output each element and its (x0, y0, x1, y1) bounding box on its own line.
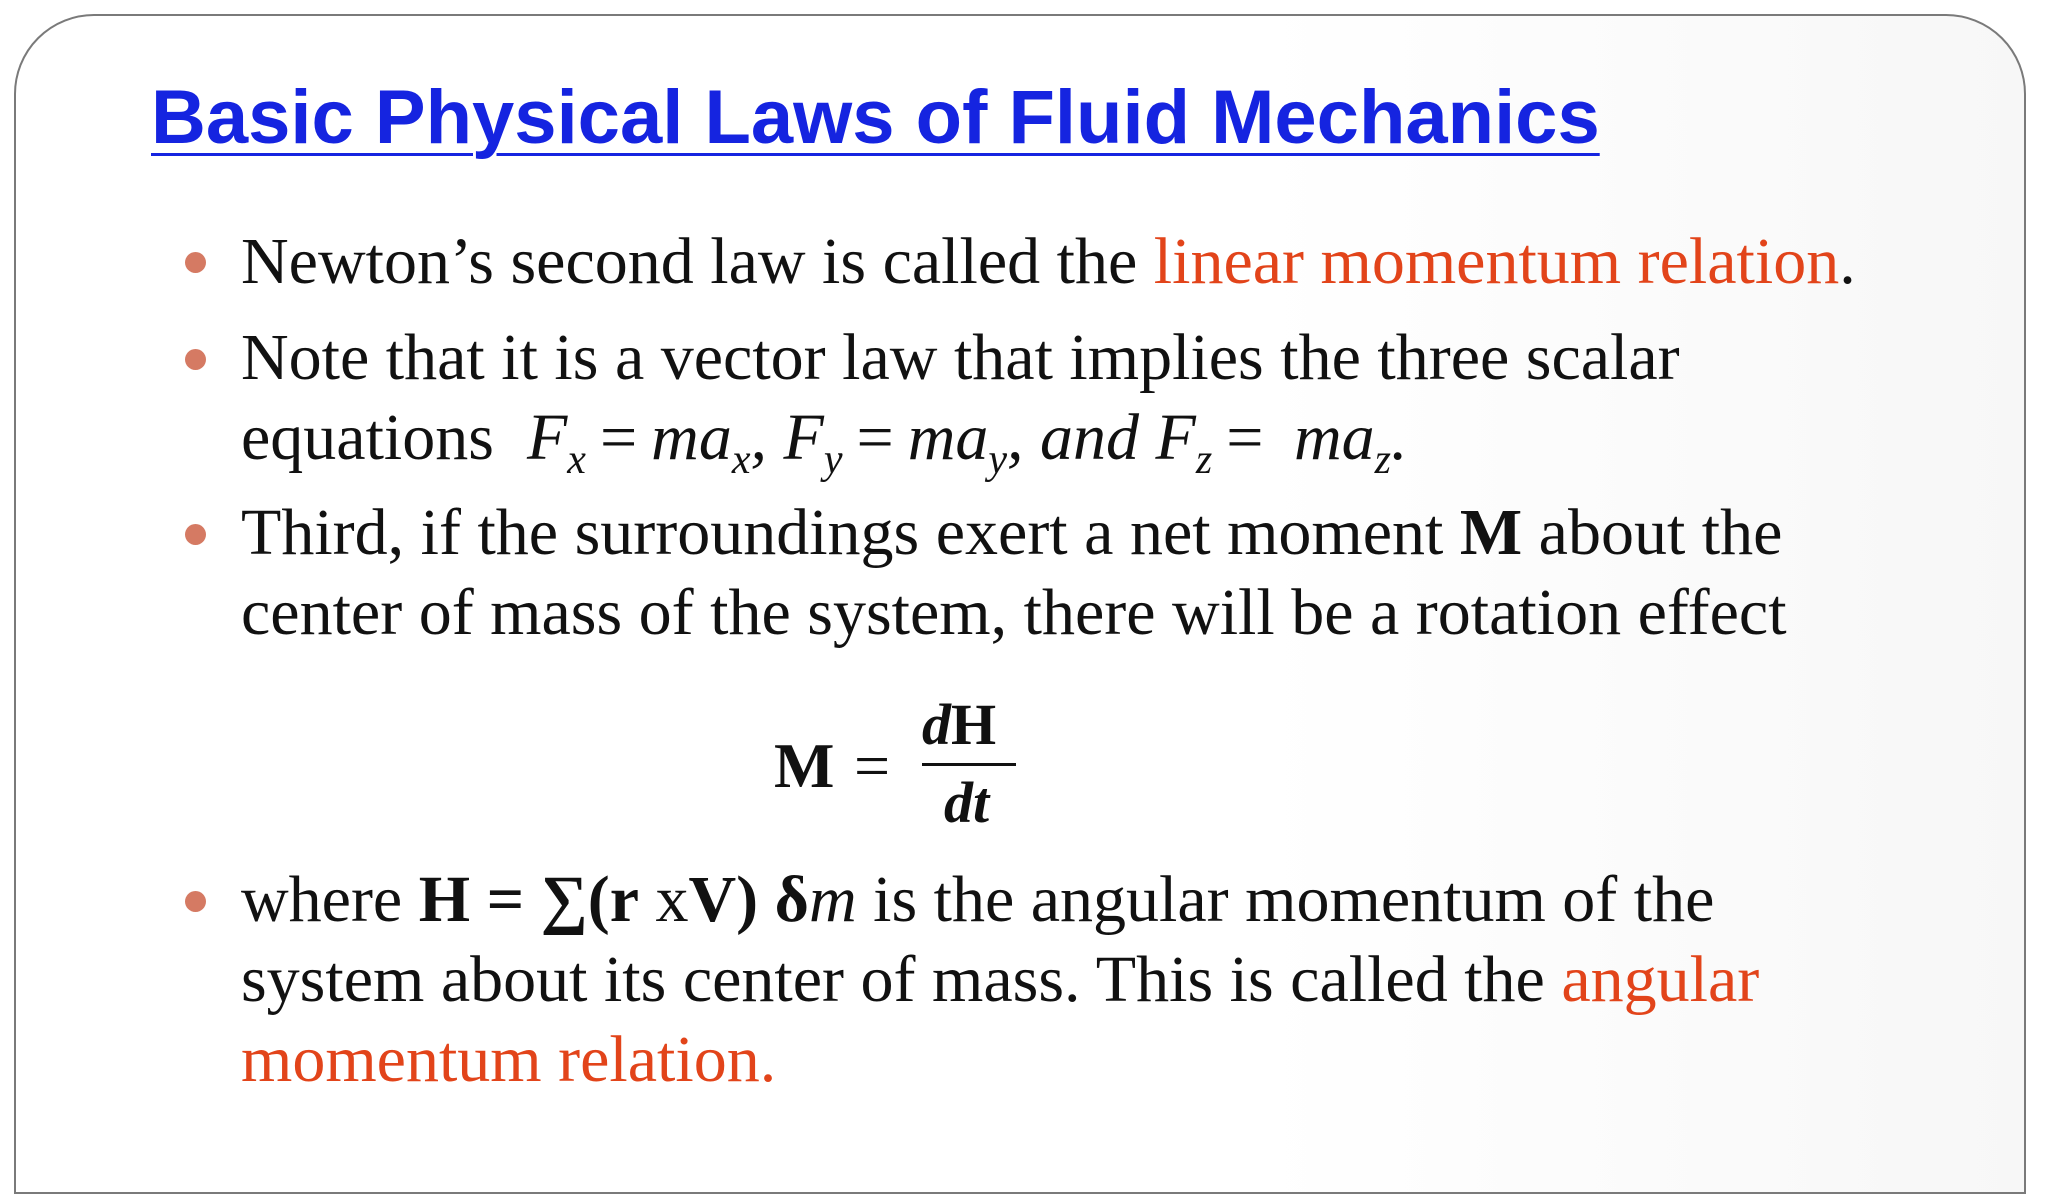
eq-symbol: ma (1293, 401, 1375, 474)
eq-sign: = (856, 401, 894, 474)
bullet-4-line-3: momentum relation. (241, 1023, 777, 1096)
formula-equals: = (854, 730, 891, 801)
formula-denominator: dt (944, 770, 990, 835)
eq-comma: , (1007, 401, 1024, 474)
bullet-2-line-1: Note that it is a vector law that implies the three scalar (241, 321, 1680, 394)
text: Newton’s second law is called the (241, 225, 1154, 298)
eq-subscript: y (823, 437, 843, 483)
velocity-symbol: V) (688, 863, 759, 936)
angular-momentum-formula (774, 692, 1034, 842)
text: is the angular momentum of the (856, 863, 1715, 936)
text: system about its center of mass. This is called the (241, 943, 1562, 1016)
bullet-4-line-2 (241, 940, 1759, 1020)
eq-symbol: ma (907, 401, 989, 474)
formula-H: H (951, 692, 997, 757)
eq-symbol: F (1155, 401, 1196, 474)
slide-title: Basic Physical Laws of Fluid Mechanics (151, 75, 1600, 160)
eq-subscript: z (1195, 437, 1213, 483)
mass-symbol: m (808, 863, 857, 936)
text: . (1839, 225, 1856, 298)
text: Third, if the surroundings exert a net moment (241, 496, 1460, 569)
bullet-1-line-1 (241, 222, 1856, 302)
eq-comma: , (750, 401, 767, 474)
eq-subscript: z (1374, 437, 1391, 483)
bullet-2-line-2 (241, 398, 1408, 483)
eq-subscript: x (731, 437, 751, 483)
highlight-linear-momentum-relation: linear momentum relation (1153, 225, 1840, 298)
scalar-equations (526, 401, 1408, 483)
equations-label: equations (241, 401, 494, 474)
highlight-angular: angular (1561, 943, 1760, 1016)
bullet-3-line-2: center of mass of the system, there will be a rotation effect (241, 576, 1787, 649)
eq-and: and (1040, 401, 1140, 474)
formula-d: d (922, 692, 951, 757)
formula-numerator (922, 692, 996, 758)
cross-symbol: x (639, 863, 689, 936)
eq-sign: = (1226, 401, 1264, 474)
moment-symbol: M (1459, 496, 1523, 569)
delta-symbol: δ (758, 863, 809, 936)
bullet-dot-2 (185, 349, 206, 370)
eq-symbol: F (783, 401, 824, 474)
bullet-dot-3 (185, 524, 206, 545)
bullet-4-line-1 (241, 860, 1714, 940)
text: where (241, 863, 419, 936)
text: about the (1522, 496, 1783, 569)
eq-symbol: F (526, 401, 568, 474)
bullet-dot-4 (185, 891, 206, 912)
formula-lhs: M (774, 730, 835, 801)
eq-sign: = (599, 401, 638, 474)
bullet-dot-1 (185, 252, 206, 273)
eq-subscript: x (567, 437, 586, 483)
angular-momentum-definition: H = ∑(r (418, 863, 640, 936)
bullet-3-line-1 (241, 493, 1782, 573)
eq-symbol: ma (651, 401, 732, 474)
fraction-bar (922, 763, 1016, 766)
eq-period: . (1391, 401, 1408, 474)
eq-subscript: y (988, 437, 1008, 483)
